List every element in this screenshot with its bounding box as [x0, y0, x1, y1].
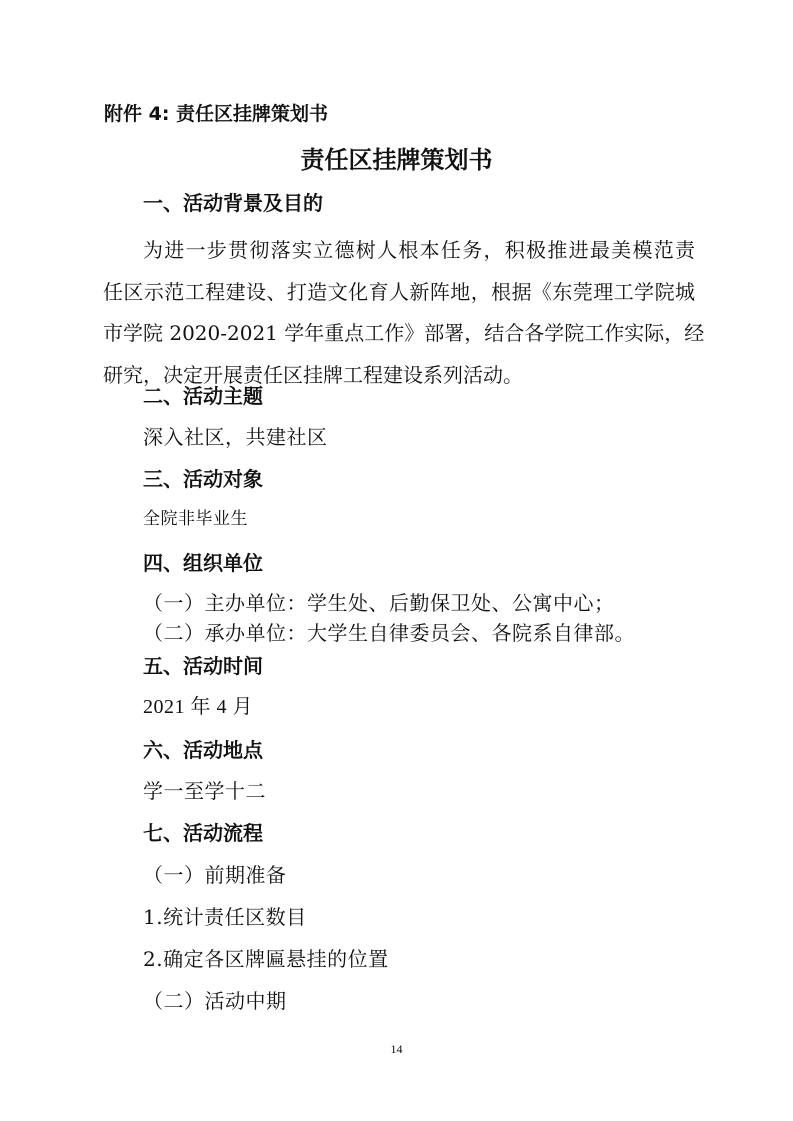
section-heading-time: 五、活动时间: [143, 654, 263, 678]
process-phase-1: （一）前期准备: [143, 863, 287, 887]
time-text: 2021 年 4 月: [143, 696, 253, 718]
organizer-cohost: （二）承办单位：大学生自律委员会、各院系自律部。: [143, 621, 635, 645]
section-heading-target: 三、活动对象: [143, 467, 263, 491]
background-line-4: 研究，决定开展责任区挂牌工程建设系列活动。: [103, 362, 523, 387]
section-heading-background: 一、活动背景及目的: [143, 191, 323, 215]
background-line-1: 为进一步贯彻落实立德树人根本任务，积极推进最美模范责: [143, 238, 695, 262]
page-number: 14: [390, 1042, 403, 1056]
theme-text: 深入社区，共建社区: [143, 425, 328, 449]
organizer-host: （一）主办单位：学生处、后勤保卫处、公寓中心；: [143, 591, 615, 615]
document-title: 责任区挂牌策划书: [300, 146, 493, 174]
background-paragraph: [103, 230, 705, 396]
target-text: 全院非毕业生: [143, 509, 248, 529]
attachment-title: 附件 4: 责任区挂牌策划书: [104, 103, 329, 125]
background-line-3: 市学院 2020-2021 学年重点工作》部署，结合各学院工作实际，经: [103, 321, 705, 345]
process-phase-2: （二）活动中期: [143, 989, 287, 1013]
section-heading-organizers: 四、组织单位: [143, 551, 263, 575]
section-heading-theme: 二、活动主题: [143, 384, 263, 408]
background-line-2: 任区示范工程建设、打造文化育人新阵地，根据《东莞理工学院城: [103, 279, 695, 304]
section-heading-location: 六、活动地点: [143, 738, 263, 762]
section-heading-process: 七、活动流程: [143, 821, 263, 845]
process-step-2: 2.确定各区牌匾悬挂的位置: [143, 947, 389, 971]
process-step-1: 1.统计责任区数目: [143, 905, 307, 929]
location-text: 学一至学十二: [143, 779, 266, 803]
